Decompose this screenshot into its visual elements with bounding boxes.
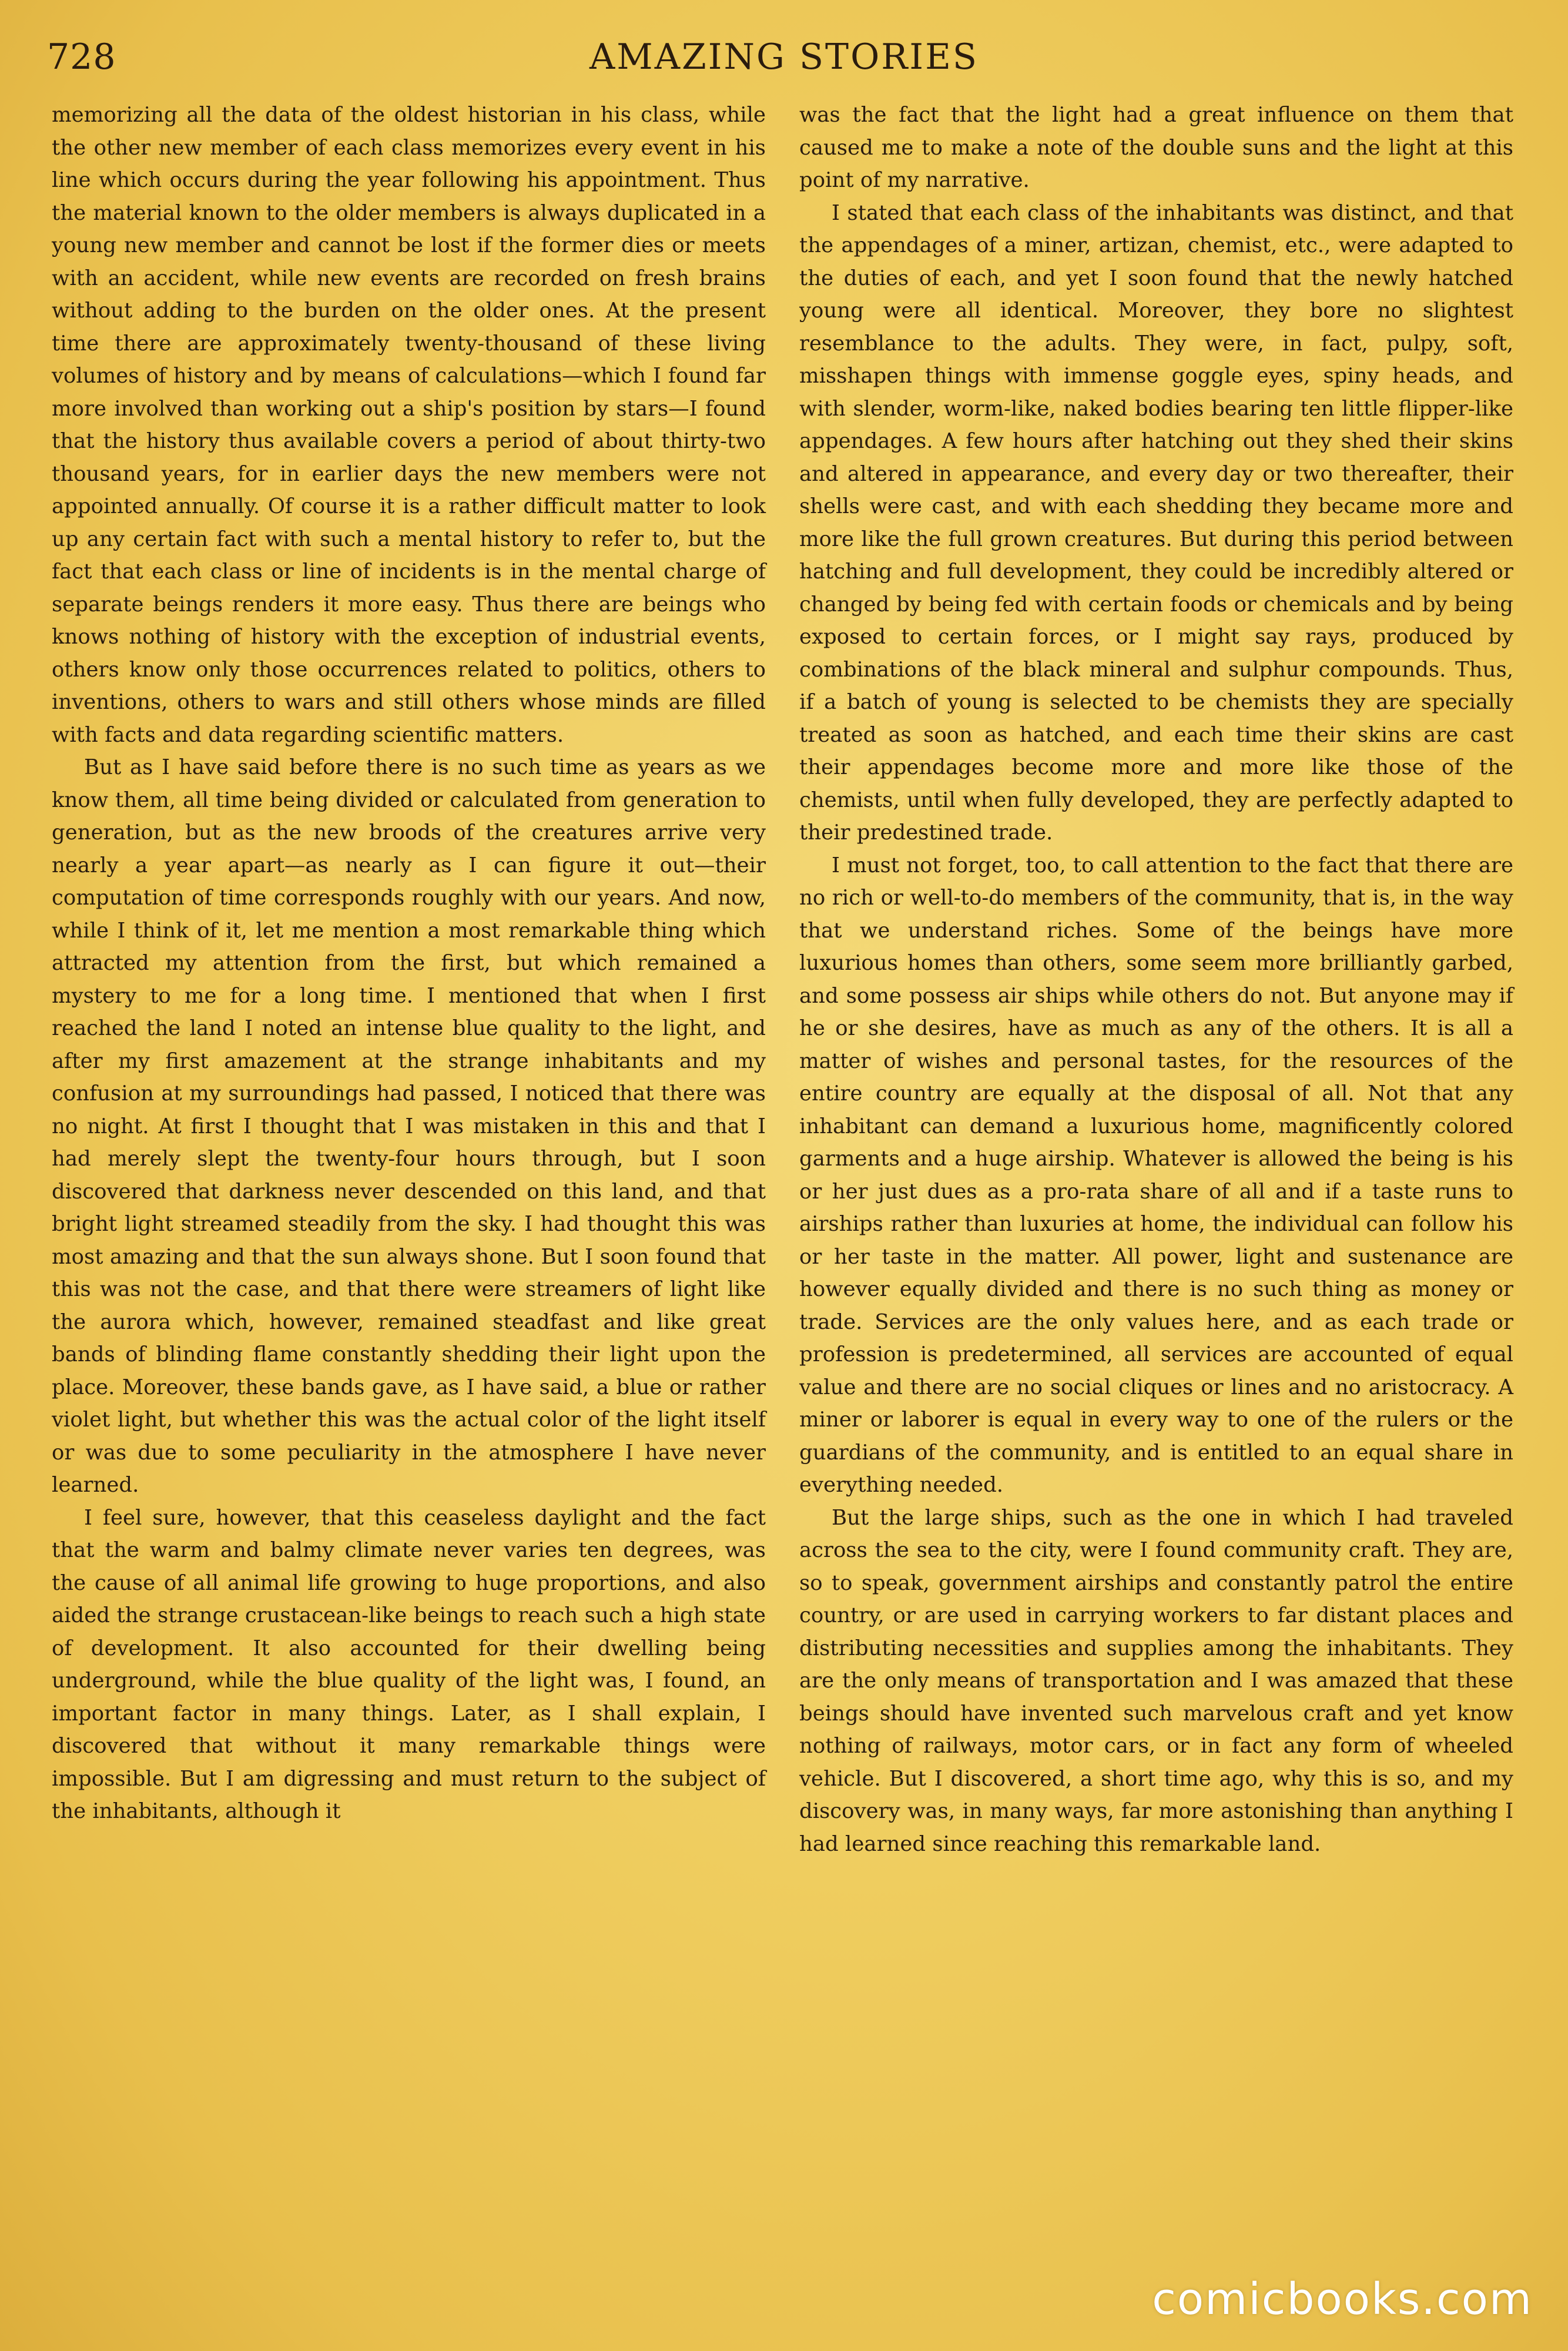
left-column: [52, 99, 766, 1828]
paragraph: I must not forget, too, to call attention to the fact that there are no rich or well-to-do members of the community, that is, in the way that we understand riches. Some of the beings have more luxurious homes than others, some seem more brilliantly garbed, and some possess air ships while others do not. But anyone may if he or she desires, have as much as any of the others. It is all a matter of wishes and personal tastes, for the resources of the entire country are equally at the disposal of all. Not that any inhabitant can demand a luxurious home, magnificently colored garments and a huge airship. Whatever is allowed the being is his or her just dues as a pro-rata share of all and if a taste runs to airships rather than luxuries at home, the individual can follow his or her taste in the matter. All power, light and sustenance are however equally divided and there is no such thing as money or trade. Services are the only values here, and as each trade or profession is predetermined, all services are accounted of equal value and there are no social cliques or lines and no aristocracy. A miner or laborer is equal in every way to one of the rulers or the guardians of the community, and is entitled to an equal share in everything needed.: [799, 853, 1513, 1497]
magazine-title: AMAZING STORIES: [589, 36, 979, 78]
page-header: [47, 36, 1521, 83]
paragraph: I stated that each class of the inhabitants was distinct, and that the appendages of a miner, artizan, chemist, etc., were adapted to the duties of each, and yet I soon found that the newly hatched young were all identical. Moreover, they bore no slightest resemblance to the adults. They were, in fact, pulpy, soft, misshapen things with immense goggle eyes, spiny heads, and with slender, worm-like, naked bodies bearing ten little flipper-like appendages. A few hours after hatching out they shed their skins and altered in appearance, and every day or two thereafter, their shells were cast, and with each shedding they became more and more like the full grown creatures. But during this period between hatching and full development, they could be incredibly altered or changed by being fed with certain foods or chemicals and by being exposed to certain forces, or I might say rays, produced by combinations of the black mineral and sulphur compounds. Thus, if a batch of young is selected to be chemists they are specially treated as soon as hatched, and each time their skins are cast their appendages become more and more like those of the chemists, until when fully developed, they are perfectly adapted to their predestined trade.: [799, 200, 1513, 845]
watermark: comicbooks.com: [1152, 2274, 1533, 2325]
paragraph: memorizing all the data of the oldest historian in his class, while the other new member of each class memorizes every event in his line which occurs during the year following his appointment. Thus the material known to the older members is always duplicated in a young new member and cannot be lost if the former dies or meets with an accident, while new events are recorded on fresh brains without adding to the burden on the older ones. At the present time there are approximately twenty-thousand of these living volumes of history and by means of calculations—which I found far more involved than working out a ship's position by stars—I found that the history thus available covers a period of about thirty-two thousand years, for in earlier days the new members were not appointed annually. Of course it is a rather difficult matter to look up any certain fact with such a mental history to refer to, but the fact that each class or line of incidents is in the mental charge of separate beings renders it more easy. Thus there are beings who knows nothing of history with the exception of industrial events, others know only those occurrences related to politics, others to inventions, others to wars and still others whose minds are filled with facts and data regarding scientific matters.: [52, 103, 766, 747]
paragraph: I feel sure, however, that this ceaseless daylight and the fact that the warm and balmy climate never varies ten degrees, was the cause of all animal life growing to huge proportions, and also aided the strange crustacean-like beings to reach such a high state of development. It also accounted for their dwelling being underground, while the blue quality of the light was, I found, an important factor in many things. Later, as I shall explain, I discovered that without it many remarkable things were impossible. But I am digressing and must return to the subject of the inhabitants, although it: [52, 1505, 766, 1823]
paragraph: But as I have said before there is no such time as years as we know them, all time being divided or calculated from generation to generation, but as the new broods of the creatures arrive very nearly a year apart—as nearly as I can figure it out—their computation of time corresponds roughly with our years. And now, while I think of it, let me mention a most remarkable thing which attracted my attention from the first, but which remained a mystery to me for a long time. I mentioned that when I first reached the land I noted an intense blue quality to the light, and after my first amazement at the strange inhabitants and my confusion at my surroundings had passed, I noticed that there was no night. At first I thought that I was mistaken in this and that I had merely slept the twenty-four hours through, but I soon discovered that darkness never descended on this land, and that bright light streamed steadily from the sky. I had thought this was most amazing and that the sun always shone. But I soon found that this was not the case, and that there were streamers of light like the aurora which, however, remained steadfast and like great bands of blinding flame constantly shedding their light upon the place. Moreover, these bands gave, as I have said, a blue or rather violet light, but whether this was the actual color of the light itself or was due to some peculiarity in the atmosphere I have never learned.: [52, 755, 766, 1497]
paragraph: But the large ships, such as the one in which I had traveled across the sea to the city, were I found community craft. They are, so to speak, government airships and constantly patrol the entire country, or are used in carrying workers to far distant places and distributing necessities and supplies among the inhabitants. They are the only means of transportation and I was amazed that these beings should have invented such marvelous craft and yet know nothing of railways, motor cars, or in fact any form of wheeled vehicle. But I discovered, a short time ago, why this is so, and my discovery was, in many ways, far more astonishing than anything I had learned since reaching this remarkable land.: [799, 1505, 1513, 1856]
right-column: [799, 99, 1513, 1860]
page-number: 728: [47, 36, 116, 78]
paragraph: was the fact that the light had a great influence on them that caused me to make a note of the double suns and the light at this point of my narrative.: [799, 103, 1513, 192]
